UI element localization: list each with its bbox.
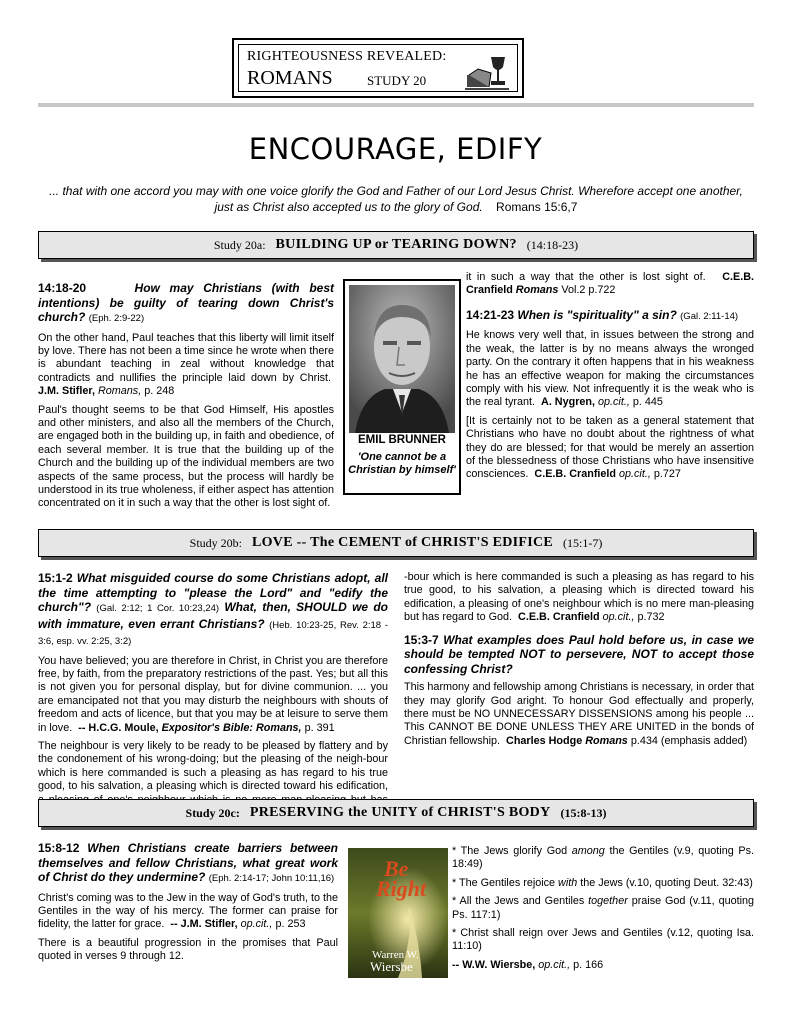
- section-range: (15:8-13): [560, 805, 607, 820]
- quote-source: Romans: [515, 284, 559, 297]
- series-header: [232, 38, 524, 98]
- quote-author: -- J.M. Stifler,: [170, 918, 238, 931]
- quote-text: You have believed; you are therefore in Christ, in Christ you are therefore free, by faith, from the preparatory restrictions of the past. Yes; but all this is not given you for personal display, but for divine communion. ... you are emancipated not that you may disturb the neighbours with shouts of freedom and acts of licence, but that you may be at leisure to serve them in love.: [38, 654, 388, 734]
- quote-source: op.cit.,: [598, 396, 630, 409]
- section-title: BUILDING UP or TEARING DOWN?: [275, 237, 517, 252]
- question-text: How may Christians (with best intentions) be guilty of tearing down Christ's church?: [38, 281, 335, 324]
- section-banner-20b: [38, 529, 754, 557]
- question-14-21: [466, 308, 754, 325]
- study-number: STUDY 20: [367, 73, 427, 88]
- section-title: PRESERVING the UNITY of CHRIST'S BODY: [249, 805, 551, 820]
- question-cite-2: (Heb. 10:23-25, Rev. 2:18 - 3:6, esp. vv. 2:25, 3:2): [38, 619, 388, 647]
- quote-hodge: [404, 681, 754, 748]
- key-verse-text: ... that with one accord you may with one voice glorify the God and Father of our Lord Jesus Christ. Wherefore accept one another, just as Christ also accepted us to the glory of God.: [49, 184, 743, 214]
- quote-stifler-2: [38, 892, 338, 932]
- quote-text: The neighbour is very likely to be ready to be pleased by flattery and by the condonement of his wrong-doing; but the pleasing of the neigh-bour which is here commanded is such a pleasing as has regard to his true good, to his salvation, a pleasing which is directed toward his edification,: [38, 739, 388, 793]
- quote-cranfield-part2: [466, 271, 754, 298]
- book-name: ROMANS: [247, 67, 333, 89]
- quote-text: Paul's thought seems to be that God Himself, His apostles and other ministers, and also all the members of the Church, are engaged both in the building up, in faith and obedience, of each several member. It is true that the building up of the Church and the building up of the individual members are two aspects of the same process, but the process will hardly be understood in its true wholeness, if either aspect has attention concentrated on it in such a way that the other is lost sight of.: [38, 403, 334, 510]
- section-label: Study 20c:: [185, 805, 240, 820]
- section-title: LOVE -- The CEMENT of CHRIST'S EDIFICE: [251, 535, 554, 550]
- book-title-line-2: Right: [376, 876, 427, 901]
- quote-page: p. 253: [275, 918, 306, 931]
- quote-author: Charles Hodge: [506, 734, 583, 747]
- study-20c-left-column: [38, 841, 338, 969]
- section-banner-20c: [38, 799, 754, 827]
- item-text: * The Jews glorify God: [452, 845, 568, 857]
- question-cite: (Eph. 2:9-22): [88, 313, 145, 324]
- section-range: (15:1-7): [563, 535, 603, 550]
- quote-author: A. Nygren,: [541, 396, 596, 409]
- quote-cranfield-2: [466, 415, 754, 482]
- study-20a-right-column: [466, 271, 754, 487]
- quote-page: p.727: [653, 468, 681, 481]
- quote-source: op.cit.,: [240, 918, 273, 931]
- section-range: (14:18-23): [526, 237, 579, 252]
- quote-source: Romans: [585, 734, 628, 747]
- progression-item-4: * Christ shall reign over Jews and Gentiles (v.12, quoting Isa. 11:10): [452, 927, 754, 953]
- item-emphasis: with: [558, 876, 578, 889]
- item-text: the Gentiles (v.9, quoting Ps. 18:49): [452, 845, 754, 871]
- quote-cranfield-3-part2: [404, 571, 754, 625]
- key-verse: [40, 183, 752, 215]
- quote-text: [It is certainly not to be taken as a general statement that Christians who have no doubt about the rightness of what they do are blessed; for that would be merely an assertion of the blessedness of those Christians who have insensitive consciences.: [466, 414, 754, 481]
- quote-page: p. 166: [573, 958, 604, 971]
- item-text: * The Gentiles rejoice: [452, 876, 556, 889]
- quote-nygren: [466, 329, 754, 409]
- quote-page: p.434: [630, 734, 658, 747]
- quote-source: op.cit.,: [538, 958, 571, 971]
- portrait-caption-quote: 'One cannot be a Christian by himself': [348, 451, 456, 476]
- quote-page: Vol.2 p.722: [561, 284, 616, 297]
- question-cite: (Eph. 2:14-17; John 10:11,16): [208, 873, 335, 884]
- series-header-inner: [238, 44, 518, 92]
- section-banner-20a: [38, 231, 754, 259]
- item-emphasis: among: [571, 845, 605, 857]
- question-ref: 14:18-20: [38, 281, 87, 295]
- quote-continuation: -bour which is here commanded is such a pleasing as has regard to his true good, to his salvation, a pleasing which is directed toward his edification, a pleasing of one's neighbour which is no mere man-pleasing but has regard to God.: [404, 571, 754, 624]
- page-title: ENCOURAGE, EDIFY: [248, 132, 543, 166]
- quote-text: Christ's coming was to the Jew in the way of God's truth, to the Gentiles in the way of his mercy. The former can praise for fidelity, the latter for grace.: [38, 891, 338, 931]
- item-emphasis: together: [588, 895, 628, 908]
- question-15-8: [38, 841, 338, 887]
- series-title: RIGHTEOUSNESS REVEALED:: [247, 49, 447, 64]
- key-verse-ref: Romans 15:6,7: [496, 200, 578, 214]
- quote-text: This harmony and fellowship among Christians is necessary, in order that they may glorify God aright. To honour God effectually and properly, there must be NO UNNECESSARY DISSENSIONS among his people ... This CANNOT BE DONE UNLESS THEY ARE UNITED in the bonds of Christian fellowship.: [404, 681, 754, 747]
- section-label: Study 20a:: [213, 237, 266, 252]
- quote-page: p. 248: [144, 385, 175, 398]
- quote-author: J.M. Stifler,: [38, 385, 95, 398]
- quote-cranfield-part1: [38, 404, 334, 510]
- question-text: What examples does Paul hold before us, in case we should be tempted NOT to persevere, NOT to accept those confessing Christ?: [404, 632, 754, 676]
- study-20c-right-column: [452, 845, 754, 977]
- question-cite: (Gal. 2:12; 1 Cor. 10:23,24): [96, 603, 220, 614]
- quote-text: He knows very well that, in issues between the strong and the weak, the latter is by no means always the wronged party. On the contrary it often happens that in his weakness he has an effective weapon for making the circumstances comply with his view. Not infrequently it is the weak who is the real tyrant.: [466, 329, 754, 409]
- book-title-line-1: Be: [384, 856, 409, 881]
- question-ref: 15:8-12: [38, 841, 80, 855]
- quote-page: p.732: [637, 611, 665, 624]
- book-author-line-1: Warren W.: [372, 949, 419, 961]
- question-15-3: [404, 633, 754, 677]
- question-14-18: [38, 281, 334, 327]
- quote-source: Romans,: [98, 385, 142, 398]
- wiersbe-citation: [452, 959, 754, 972]
- quote-source: op.cit.,: [619, 468, 651, 481]
- header-rule: [38, 103, 754, 107]
- item-text: the Jews (v.10, quoting Deut. 32:43): [580, 876, 753, 889]
- quote-moule: [38, 655, 388, 735]
- question-text: When is "spirituality" a sin?: [517, 307, 677, 322]
- quote-stifler: [38, 332, 334, 399]
- progression-item-3: [452, 895, 754, 922]
- brunner-portrait: [349, 285, 455, 433]
- quote-note: (emphasis added): [660, 734, 748, 747]
- chalice-and-bible-icon: [463, 51, 511, 91]
- quote-source: op.cit.,: [602, 611, 635, 624]
- be-right-book-cover: [348, 848, 448, 978]
- question-text: When Christians create barriers between themselves and fellow Christians, what great work of Christ do they undermine?: [38, 841, 338, 884]
- quote-author: C.E.B. Cranfield: [466, 271, 754, 297]
- quote-cranfield-3-part1: [38, 739, 388, 793]
- quote-continuation: it in such a way that the other is lost sight of.: [466, 271, 706, 283]
- question-text: What misguided course do some Christians adopt, all the time attempting to "please the Lord" and "edify the church"?: [38, 571, 388, 614]
- quote-author: C.E.B. Cranfield: [518, 611, 600, 624]
- brunner-portrait-box: [343, 279, 461, 495]
- question-text-2: What, then, SHOULD we do with immature, even errant Christians?: [38, 600, 388, 631]
- progression-item-1: [452, 845, 754, 872]
- portrait-caption-name: EMIL BRUNNER: [358, 434, 446, 446]
- quote-author: C.E.B. Cranfield: [534, 468, 617, 481]
- question-cite: (Gal. 2:11-14): [680, 310, 739, 322]
- question-ref: 15:1-2: [38, 571, 73, 585]
- progression-intro: There is a beautiful progression in the promises that Paul quoted in verses 9 through 12.: [38, 936, 338, 963]
- item-text: praise God (v.11, quoting Ps. 117:1): [452, 895, 754, 921]
- book-author-line-2: Wiersbe: [370, 959, 413, 974]
- quote-page: p. 445: [632, 396, 663, 409]
- study-20a-left-column: [38, 281, 334, 510]
- quote-page: p. 391: [304, 721, 335, 734]
- item-text: * All the Jews and Gentiles: [452, 895, 585, 908]
- study-20b-right-column: [404, 571, 754, 753]
- quote-text: On the other hand, Paul teaches that this liberty will limit itself by love. There has not been a time since he wrote when there is abundant teaching in zeal without knowledge that contradicts and nullifies the principle laid down by Christ.: [38, 331, 334, 384]
- question-15-1: [38, 571, 388, 650]
- quote-source: Expositor's Bible: Romans,: [161, 721, 302, 734]
- quote-author: -- W.W. Wiersbe,: [452, 958, 536, 971]
- quote-author: -- H.C.G. Moule,: [78, 721, 159, 734]
- question-ref: 14:21-23: [466, 307, 515, 322]
- study-20b-left-column: [38, 571, 388, 793]
- progression-item-2: [452, 877, 754, 890]
- section-label: Study 20b:: [189, 535, 242, 550]
- question-ref: 15:3-7: [404, 632, 439, 647]
